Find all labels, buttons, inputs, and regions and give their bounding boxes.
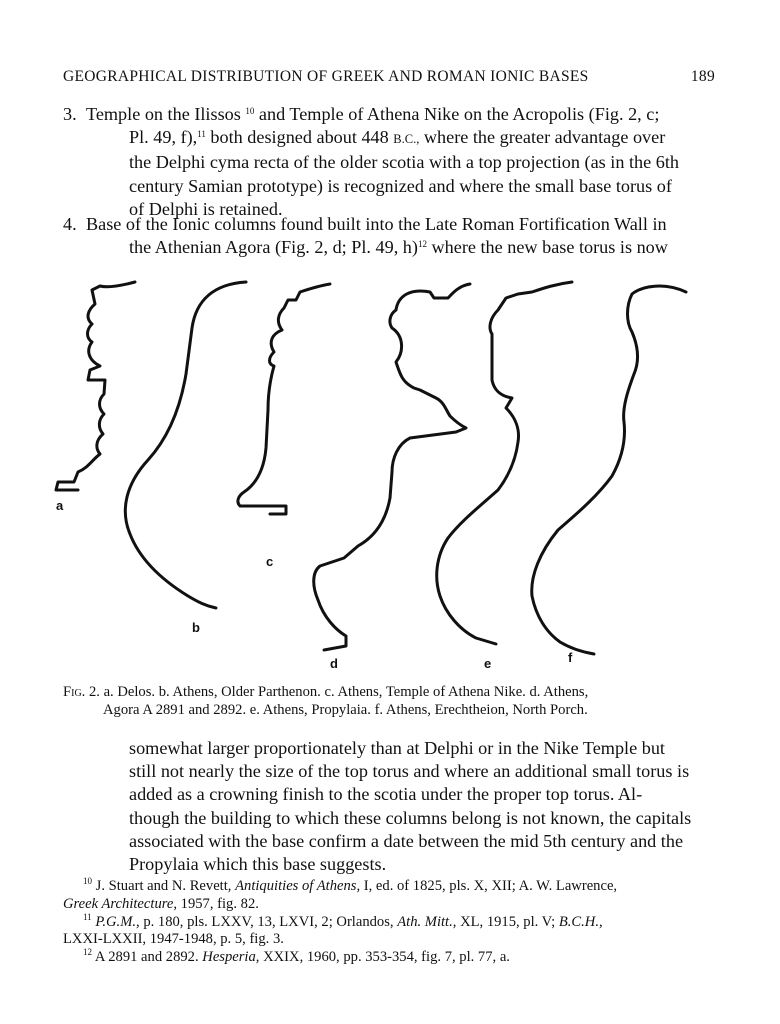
profile-b bbox=[125, 282, 246, 608]
label-d: d bbox=[330, 656, 338, 671]
text-line: somewhat larger proportionately than at Delphi or in the Nike Temple but bbox=[129, 738, 665, 758]
text-line: Base of the Ionic columns found built into the Late Roman Fortification Wall in bbox=[86, 214, 667, 234]
profile-a bbox=[56, 282, 135, 490]
list-item-4 bbox=[63, 213, 718, 259]
profile-f bbox=[532, 286, 686, 654]
caption-line: Agora A 2891 and 2892. e. Athens, Propylaia. f. Athens, Erechtheion, North Porch. bbox=[103, 702, 588, 718]
footnote-10-cont: Greek Architecture, 1957, fig. 82. bbox=[63, 895, 259, 912]
list-number: 4. bbox=[63, 214, 77, 234]
text-line: still not nearly the size of the top torus and where an additional small torus is bbox=[129, 761, 690, 782]
footnote-11-cont: LXXI-LXXII, 1947-1948, p. 5, fig. 3. bbox=[63, 931, 284, 948]
profile-c bbox=[238, 284, 330, 514]
label-e: e bbox=[484, 656, 492, 671]
text-line: the Delphi cyma recta of the older scotia with a top projection (as in the 6th bbox=[129, 152, 679, 173]
footnotes bbox=[63, 878, 718, 967]
figure-caption bbox=[63, 683, 718, 719]
text-line: Propylaia which this base suggests. bbox=[129, 854, 387, 875]
text-line: the Athenian Agora (Fig. 2, d; Pl. 49, h)$^{12}$ where the new base torus is now bbox=[129, 237, 668, 258]
footnote-10: $^{10}$ J. Stuart and N. Revett, Antiquities of Athens, I, ed. of 1825, pls. X, XII; A. W. Lawrence, bbox=[83, 876, 618, 894]
text-line: associated with the base confirm a date between the mid 5th century and the bbox=[129, 830, 684, 851]
body-paragraph bbox=[129, 737, 719, 876]
list-number: 3. bbox=[63, 104, 77, 124]
footnote-11: $^{11}$ P.G.M., p. 180, pls. LXXV, 13, LXVI, 2; Orlandos, Ath. Mitt., XL, 1915, pl. V; B.C.H., bbox=[83, 911, 603, 930]
label-c: c bbox=[266, 554, 274, 569]
footnote-ref: 12 bbox=[417, 239, 427, 250]
text-line: of Delphi is retained. bbox=[129, 198, 283, 219]
text-line: added as a crowning finish to the scotia under the proper top torus. Al- bbox=[129, 784, 643, 805]
list-item-3 bbox=[63, 103, 718, 221]
running-head bbox=[63, 68, 715, 86]
footnote-ref: 10 bbox=[245, 106, 255, 116]
figure-ionic-base-profiles bbox=[0, 270, 780, 680]
text-line: Pl. 49, f),$^{11}$ both designed about 448 B.C., where the greater advantage over bbox=[129, 127, 666, 148]
caption-figure-label: Fig. 2. bbox=[63, 684, 100, 700]
text-line: though the building to which these columns belong is not known, the capitals bbox=[129, 807, 692, 828]
caption-line: Fig. 2. a. Delos. b. Athens, Older Parthenon. c. Athens, Temple of Athena Nike. d. Athens, bbox=[63, 684, 589, 700]
footnote-12: $^{12}$ A 2891 and 2892. Hesperia, XXIX, 1960, pp. 353-354, fig. 7, pl. 77, a. bbox=[83, 947, 510, 966]
profile-d bbox=[314, 284, 470, 650]
text-line: Temple on the Ilissos $^{10}$ and Temple of Athena Nike on the Acropolis (Fig. 2, c; bbox=[86, 104, 660, 124]
text-line: century Samian prototype) is recognized and where the small base torus of bbox=[129, 175, 672, 196]
profile-e bbox=[437, 282, 572, 644]
running-head-title: GEOGRAPHICAL DISTRIBUTION OF GREEK AND ROMAN IONIC BASES bbox=[63, 68, 589, 85]
page-number: 189 bbox=[690, 68, 715, 85]
label-b: b bbox=[192, 620, 200, 635]
label-a: a bbox=[56, 498, 64, 513]
label-f: f bbox=[568, 650, 573, 665]
footnote-ref: 11 bbox=[197, 129, 206, 140]
